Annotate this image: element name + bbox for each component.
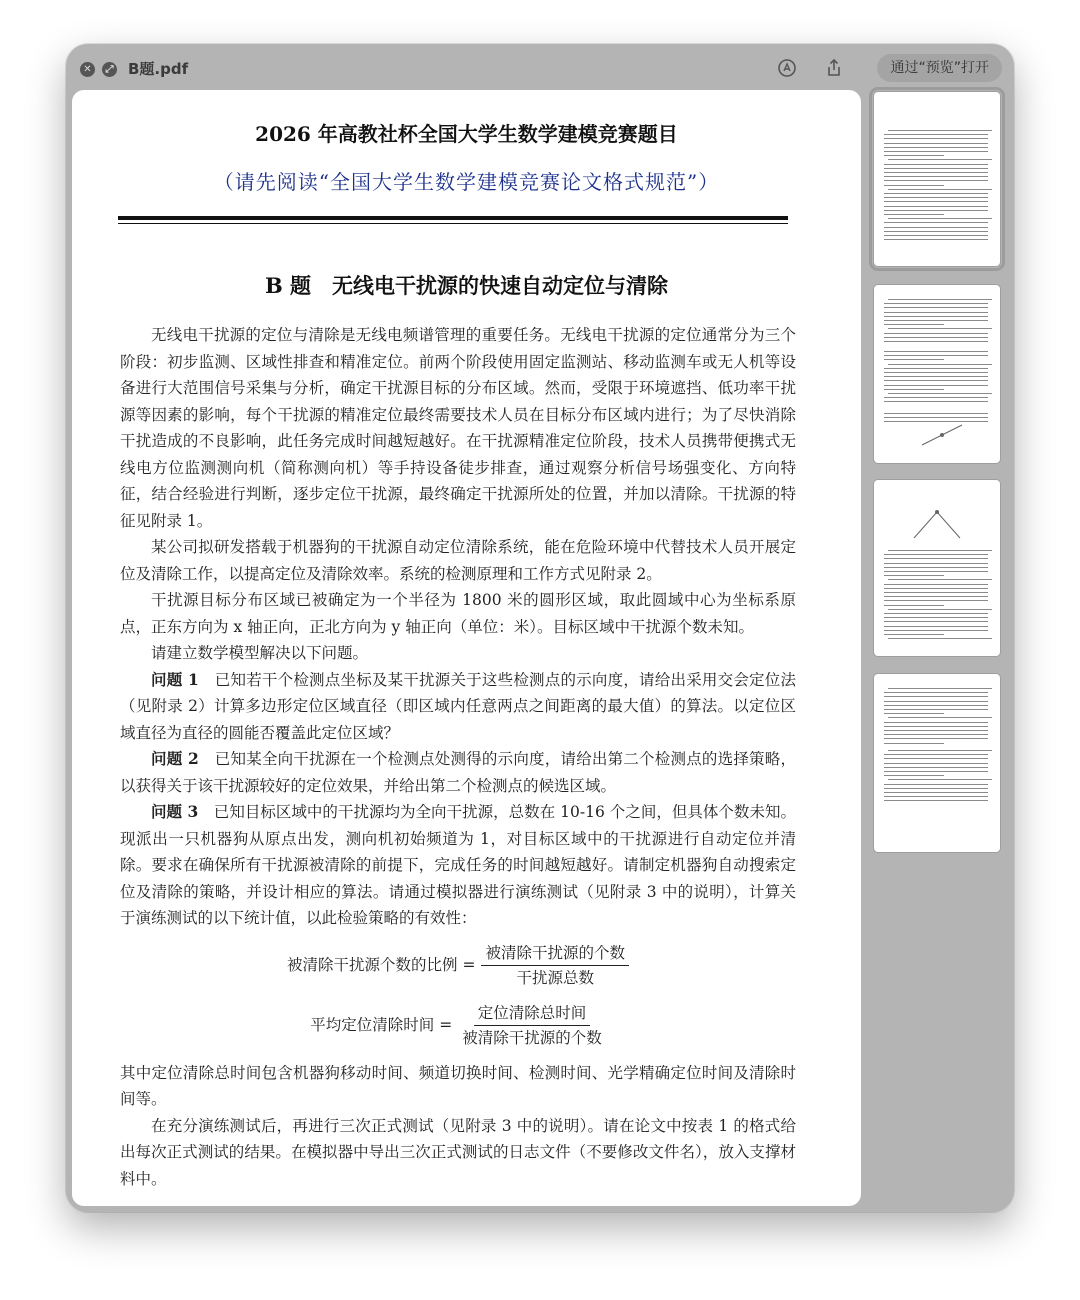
thumbnail-figure [874, 285, 1000, 463]
thumbnail-text-line [884, 738, 988, 739]
thumbnail-text-line [884, 210, 988, 211]
thumbnail-text-line [884, 201, 988, 202]
thumbnail-text-line [884, 143, 988, 144]
thumbnail-text-line [884, 134, 988, 135]
thumbnail-text-line [884, 775, 944, 776]
thumbnail-text-line [884, 784, 988, 785]
thumbnail-text-line [888, 189, 992, 190]
thumbnail-text-line [884, 788, 988, 789]
problem-title: B 题 无线电干扰源的快速自动定位与清除 [264, 273, 669, 298]
question-text: 已知某全向干扰源在一个检测点处测得的示向度，请给出第二个检测点的选择策略，以获得关于该干扰源较好的定位效果，并给出第二个检测点的候选区域。 [120, 750, 796, 795]
numerator: 被清除干扰源的个数 [481, 941, 629, 966]
denominator: 干扰源总数 [516, 969, 594, 987]
thumbnail-text-line [884, 151, 988, 152]
thumbnail-text-line [884, 214, 944, 215]
pdf-preview-window [66, 44, 1014, 1212]
page-thumbnails [872, 90, 1002, 1206]
thumbnail-text-line [884, 172, 988, 173]
close-icon[interactable]: ✕ [80, 62, 95, 77]
question-label: 问题 1 [151, 669, 199, 689]
formula-cleared-ratio [120, 940, 796, 992]
thumbnail-text-line [884, 767, 988, 768]
paragraph: 无线电干扰源的定位与清除是无线电频谱管理的重要任务。无线电干扰源的定位通常分为三个阶段：初步监测、区域性排查和精准定位。前两个阶段使用固定监测站、移动监测车或无人机等设备进行大范围信号采集与分析，确定干扰源目标的分布区域。然而，受限于环境遮挡、低功率干扰源等因素的影响，每个干扰源的精准定位最终需要技术人员在目标分布区域内进行；为了尽快消除干扰造成的不良影响，此任务完成时间越短越好。在干扰源精准定位阶段，技术人员携带便携式无线电方位监测测向机（简称测向机）等手持设备徒步排查，通过观察分析信号场强变化、方向特征，结合经验进行判断，逐步定位干扰源，最终确定干扰源所处的位置，并加以清除。干扰源的特征见附录 1。 [120, 326, 796, 530]
thumbnail-text-line [888, 717, 992, 718]
fraction [481, 941, 629, 990]
paragraph: 某公司拟研发搭载于机器狗的干扰源自动定位清除系统，能在危险环境中代替技术人员开展定位及清除工作，以提高定位及清除效率。系统的检测原理和工作方式见附录 2。 [120, 538, 796, 583]
thumbnail-text-line [884, 771, 988, 772]
thumbnail-text-line [884, 155, 944, 156]
thumbnail-text-line [884, 726, 988, 727]
pdf-page [72, 90, 861, 1206]
title-rule-thin [118, 223, 788, 224]
thumbnail-text-line [884, 180, 988, 181]
document-subtitle: （请先阅读“全国大学生数学建模竞赛论文格式规范”） [213, 170, 720, 194]
paragraph: 请建立数学模型解决以下问题。 [151, 644, 369, 662]
thumbnail-text-line [884, 800, 988, 801]
page-thumbnail-2[interactable] [874, 285, 1000, 463]
title-rule-thick [118, 216, 788, 220]
thumbnail-text-line [884, 734, 988, 735]
fraction [458, 1001, 606, 1050]
thumbnail-text-line [884, 239, 988, 240]
fullscreen-icon[interactable]: ⤢ [102, 62, 117, 77]
page-thumbnail-4[interactable] [874, 674, 1000, 852]
thumbnail-text-line [884, 147, 988, 148]
question-text: 已知若干个检测点坐标及某干扰源关于这些检测点的示向度，请给出采用交会定位法（见附录 2）计算多边形定位区域直径（即区域内任意两点之间距离的最大值）的算法。以定位区域直径为直径的圆能否覆盖此定位区域？ [120, 670, 796, 742]
thumbnail-text-line [884, 701, 988, 702]
thumbnail-text-line [884, 692, 988, 693]
formula-average-time [120, 1000, 796, 1052]
thumbnail-text-line [884, 758, 988, 759]
thumbnail-text-line [884, 730, 988, 731]
formula-lhs: 被清除干扰源个数的比例 = [287, 956, 476, 975]
paragraph: 其中定位清除总时间包含机器狗移动时间、频道切换时间、检测时间、光学精确定位时间及清除时间等。 [120, 1063, 796, 1108]
thumbnail-text-line [888, 688, 992, 689]
thumbnail-text-line [884, 743, 944, 744]
thumbnail-text-line [888, 779, 992, 780]
thumbnail-text-line [884, 713, 944, 714]
formula-lhs: 平均定位清除时间 = [310, 1016, 453, 1035]
thumbnail-text-line [884, 722, 988, 723]
thumbnail-text-line [884, 185, 944, 186]
numerator: 定位清除总时间 [474, 1001, 591, 1026]
thumbnail-text-line [884, 206, 988, 207]
open-with-preview-button[interactable]: 通过“预览”打开 [877, 54, 1002, 82]
thumbnail-text-line [884, 164, 988, 165]
thumbnail-text-line [884, 168, 988, 169]
thumbnail-text-line [884, 763, 988, 764]
question-text: 已知目标区域中的干扰源均为全向干扰源，总数在 10-16 个之间，但具体个数未知。现派出一只机器狗从原点出发，测向机初始频道为 1，对目标区域中的干扰源进行自动定位并清除。要求在确保所有干扰源被清除的前提下，完成任务的时间越短越好。请制定机器狗自动搜索定位及清除的策略，并设计相应的算法。请通过模拟器进行演练测试（见附录 3 中的说明），计算关于演练测试的以下统计值，以此检验策略的有效性： [120, 803, 796, 927]
paragraph: 在充分演练测试后，再进行三次正式测试（见附录 3 中的说明）。请在论文中按表 1 的格式给出每次正式测试的结果。在模拟器中导出三次正式测试的日志文件（不要修改文件名），放入支撑材料中。 [120, 1116, 796, 1188]
thumbnail-text-line [884, 705, 988, 706]
page-thumbnail-1[interactable] [874, 92, 1000, 266]
thumbnail-text-line [884, 231, 988, 232]
title-bar [66, 44, 1014, 90]
paragraph: 干扰源目标分布区域已被确定为一个半径为 1800 米的圆形区域，取此圆域中心为坐标系原点，正东方向为 x 轴正向，正北方向为 y 轴正向（单位：米）。目标区域中干扰源个数未知。 [120, 591, 796, 636]
file-name: B题.pdf [128, 60, 189, 78]
thumbnail-text-line [888, 159, 992, 160]
document-title: 2026 年高教社杯全国大学生数学建模竞赛题目 [255, 122, 678, 146]
thumbnail-text-line [884, 193, 988, 194]
thumbnail-text-line [884, 197, 988, 198]
thumbnail-text-line [884, 222, 988, 223]
question-label: 问题 2 [151, 749, 199, 768]
thumbnail-text-line [884, 138, 988, 139]
thumbnail-text-line [884, 709, 988, 710]
question-1 [120, 667, 796, 747]
thumbnail-text-line [884, 792, 988, 793]
problem-body [120, 322, 796, 1192]
thumbnail-text-line [884, 235, 988, 236]
thumbnail-figure [874, 480, 1000, 656]
thumbnail-text-line [888, 750, 992, 751]
thumbnail-text-line [884, 754, 988, 755]
thumbnail-text-line [884, 227, 988, 228]
markup-icon[interactable] [776, 57, 798, 79]
denominator: 被清除干扰源的个数 [462, 1029, 602, 1047]
question-label: 问题 3 [151, 802, 199, 821]
question-3 [120, 799, 796, 932]
share-icon[interactable] [823, 57, 845, 79]
thumbnail-text-line [888, 218, 992, 219]
thumbnail-text-line [884, 796, 988, 797]
page-thumbnail-3[interactable] [874, 480, 1000, 656]
thumbnail-text-line [884, 176, 988, 177]
thumbnail-text-line [884, 696, 988, 697]
question-2 [120, 746, 796, 799]
thumbnail-text-line [888, 130, 992, 131]
